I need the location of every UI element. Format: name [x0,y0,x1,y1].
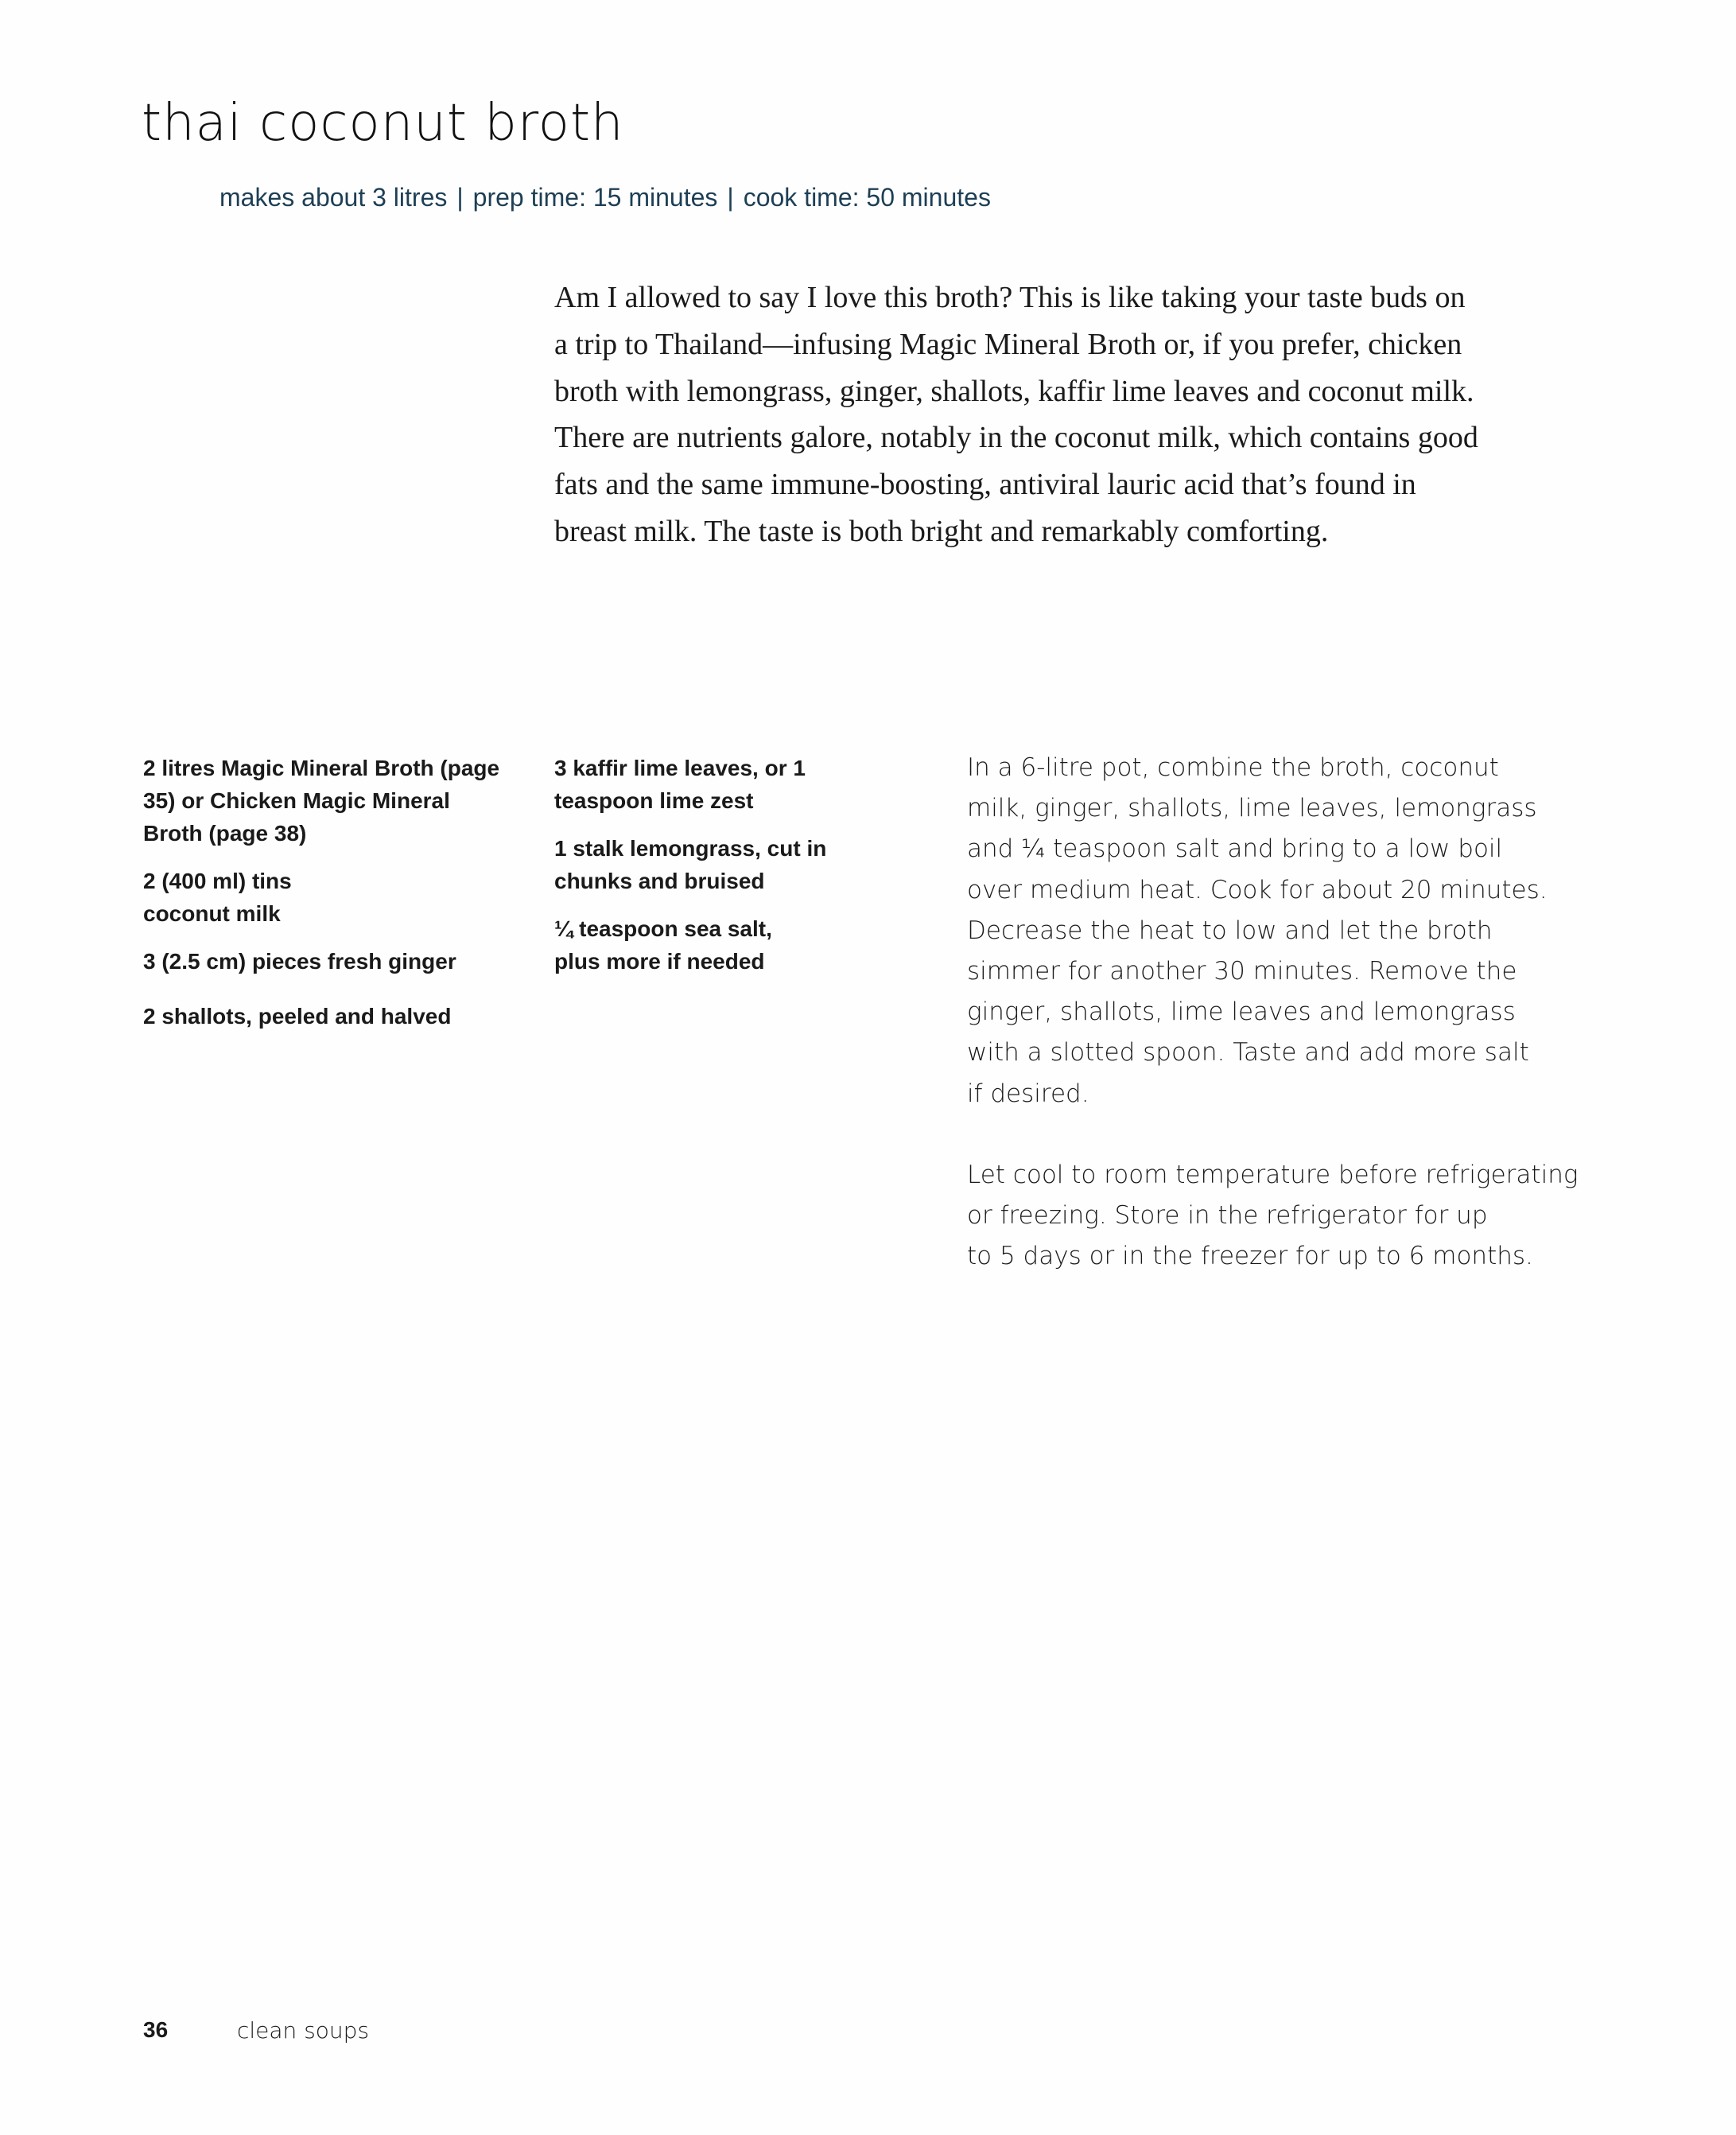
intro-line: fats and the same immune-boosting, antiviral lauric acid that’s found in [554,468,1416,502]
recipe-meta [219,183,991,212]
method-line: or freezing. Store in the refrigerator for up [967,1201,1488,1231]
ingredient: 2 litres Magic Mineral Broth (page 35) or Chicken Magic Mineral Broth (page 38) [143,756,500,846]
method-line: In a 6-litre pot, combine the broth, coconut [967,753,1499,782]
method [967,748,1579,1317]
cook-time: cook time: 50 minutes [743,183,991,212]
intro-line: a trip to Thailand—infusing Magic Mineral Broth or, if you prefer, chicken [554,327,1462,361]
method-line: Decrease the heat to low and let the broth [967,916,1493,945]
separator: | [456,183,464,212]
page-number: 36 [143,2017,169,2042]
method-line: ginger, shallots, lime leaves and lemongrass [967,998,1516,1027]
ingredients-column-2 [554,752,872,993]
ingredient: 2 shallots, peeled and halved [143,1004,452,1029]
recipe-title: thai coconut broth [142,94,624,153]
ingredients-column-1 [143,752,509,1048]
ingredient: 2 (400 ml) tins coconut milk [143,869,292,926]
intro-line: There are nutrients galore, notably in the coconut milk, which contains good [554,421,1478,455]
ingredient: ¼ teaspoon sea salt, plus more if needed [554,916,772,974]
method-line: if desired. [967,1079,1089,1108]
ingredient: 1 stalk lemongrass, cut in chunks and bruised [554,836,827,893]
method-step [967,1155,1579,1278]
section-name: clean soups [237,2017,370,2044]
method-line: over medium heat. Cook for about 20 minutes. [967,875,1548,904]
intro-paragraph [554,274,1556,555]
intro-line: broth with lemongrass, ginger, shallots, kaffir lime leaves and coconut milk. [554,374,1474,408]
ingredient: 3 (2.5 cm) pieces fresh ginger [143,949,456,974]
ingredient: 3 kaffir lime leaves, or 1 teaspoon lime zest [554,756,806,813]
intro-line: breast milk. The taste is both bright and remarkably comforting. [554,514,1329,548]
method-line: and ¼ teaspoon salt and bring to a low boil [967,834,1503,864]
prep-time: prep time: 15 minutes [472,183,718,212]
intro-line: Am I allowed to say I love this broth? This is like taking your taste buds on [554,281,1466,314]
method-line: with a slotted spoon. Taste and add more salt [967,1038,1529,1068]
yield: makes about 3 litres [219,183,448,212]
method-line: Let cool to room temperature before refrigerating [967,1160,1579,1189]
separator: | [727,183,734,212]
method-line: milk, ginger, shallots, lime leaves, lemongrass [967,794,1537,823]
method-step [967,748,1571,1114]
method-line: simmer for another 30 minutes. Remove the [967,957,1517,986]
method-line: to 5 days or in the freezer for up to 6 months. [967,1242,1533,1271]
